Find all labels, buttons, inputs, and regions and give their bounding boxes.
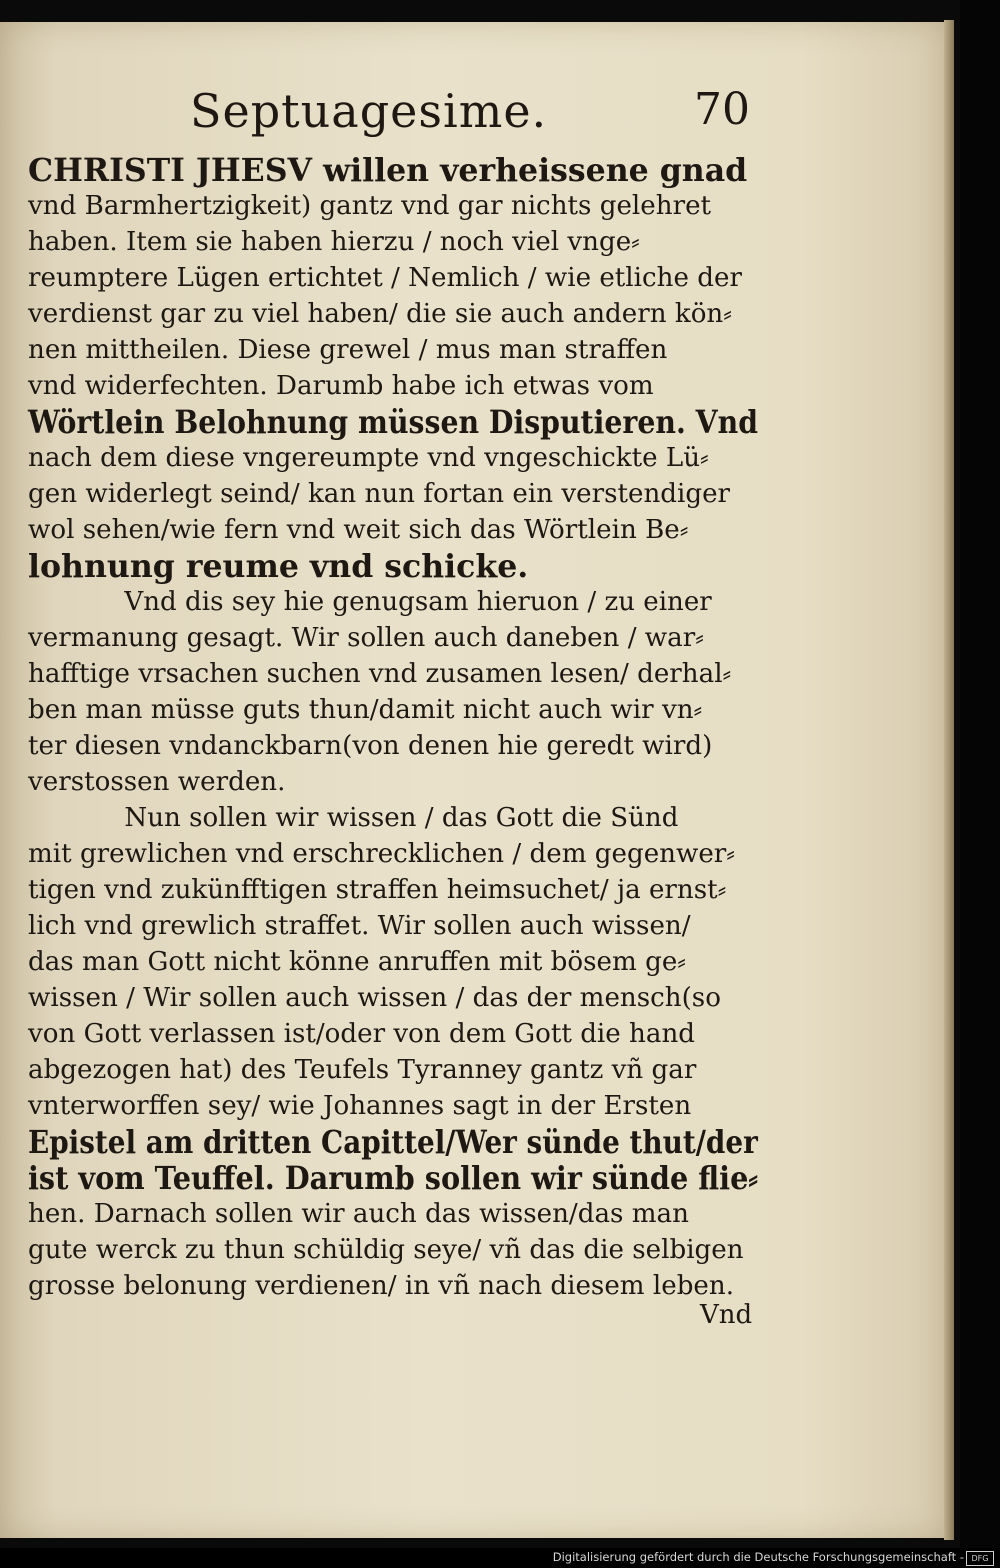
page-edge (944, 20, 954, 1540)
text-line: das man Gott nicht könne anruffen mit bösem ge⸗ (28, 946, 686, 977)
scan-right-strip (960, 0, 1000, 1568)
text-line: haben. Item sie haben hierzu / noch viel vnge⸗ (28, 226, 640, 257)
page-header (190, 84, 750, 154)
text-line: nen mittheilen. Diese grewel / mus man straffen (28, 334, 668, 365)
text-line: gute werck zu thun schüldig seye/ vñ das die selbigen (28, 1234, 744, 1265)
text-line: tigen vnd zukünfftigen straffen heimsuchet/ ja ernst⸗ (28, 874, 727, 905)
text-line: Vnd dis sey hie genugsam hieruon / zu einer (124, 586, 712, 617)
catchword: Vnd (700, 1300, 753, 1330)
text-line: ter diesen vndanckbarn(von denen hie geredt wird) (28, 730, 713, 761)
folio-number: 70 (694, 84, 750, 135)
text-line: hen. Darnach sollen wir auch das wissen/das man (28, 1198, 689, 1229)
footer-credit: Digitalisierung gefördert durch die Deutsche Forschungsgemeinschaft - (552, 1550, 964, 1564)
text-line: ist vom Teuffel. Darumb sollen wir sünde flie⸗ (28, 1159, 758, 1197)
dfg-logo: DFG (966, 1551, 994, 1566)
text-line: grosse belonung verdienen/ in vñ nach diesem leben. (28, 1270, 735, 1301)
text-line: vnterworffen sey/ wie Johannes sagt in der Ersten (28, 1090, 692, 1121)
text-line: lohnung reume vnd schicke. (28, 547, 529, 585)
text-line: hafftige vrsachen suchen vnd zusamen lesen/ derhal⸗ (28, 658, 732, 689)
text-line: verstossen werden. (28, 766, 286, 797)
text-line: CHRISTI JHESV willen verheissene gnad (28, 151, 748, 189)
text-line: abgezogen hat) des Teufels Tyranney gantz vñ gar (28, 1054, 697, 1085)
text-line: mit grewlichen vnd erschrecklichen / dem gegenwer⸗ (28, 838, 736, 869)
text-line: gen widerlegt seind/ kan nun fortan ein verstendiger (28, 478, 731, 509)
text-line: nach dem diese vngereumpte vnd vngeschickte Lü⸗ (28, 442, 709, 473)
text-line: reumptere Lügen ertichtet / Nemlich / wie etliche der (28, 262, 742, 293)
text-line: vnd widerfechten. Darumb habe ich etwas vom (28, 370, 654, 401)
text-line: ben man müsse guts thun/damit nicht auch wir vn⸗ (28, 694, 703, 725)
text-line: lich vnd grewlich straffet. Wir sollen auch wissen/ (28, 910, 691, 941)
text-line: Epistel am dritten Capittel/Wer sünde thut/der (28, 1123, 758, 1161)
footer-bar (0, 1548, 1000, 1568)
text-line: von Gott verlassen ist/oder von dem Gott die hand (28, 1018, 696, 1049)
book-page (0, 22, 944, 1538)
text-line: Wörtlein Belohnung müssen Disputieren. Vnd (28, 403, 759, 441)
text-line: verdienst gar zu viel haben/ die sie auch andern kön⸗ (28, 298, 732, 329)
text-line: wissen / Wir sollen auch wissen / das der mensch(so (28, 982, 721, 1013)
text-line: vnd Barmhertzigkeit) gantz vnd gar nichts gelehret (28, 190, 712, 221)
text-block (28, 152, 768, 1304)
text-line: Nun sollen wir wissen / das Gott die Sünd (124, 802, 679, 833)
text-line: vermanung gesagt. Wir sollen auch daneben / war⸗ (28, 622, 704, 653)
running-title: Septuagesime. (190, 84, 548, 138)
text-line: wol sehen/wie fern vnd weit sich das Wörtlein Be⸗ (28, 514, 689, 545)
